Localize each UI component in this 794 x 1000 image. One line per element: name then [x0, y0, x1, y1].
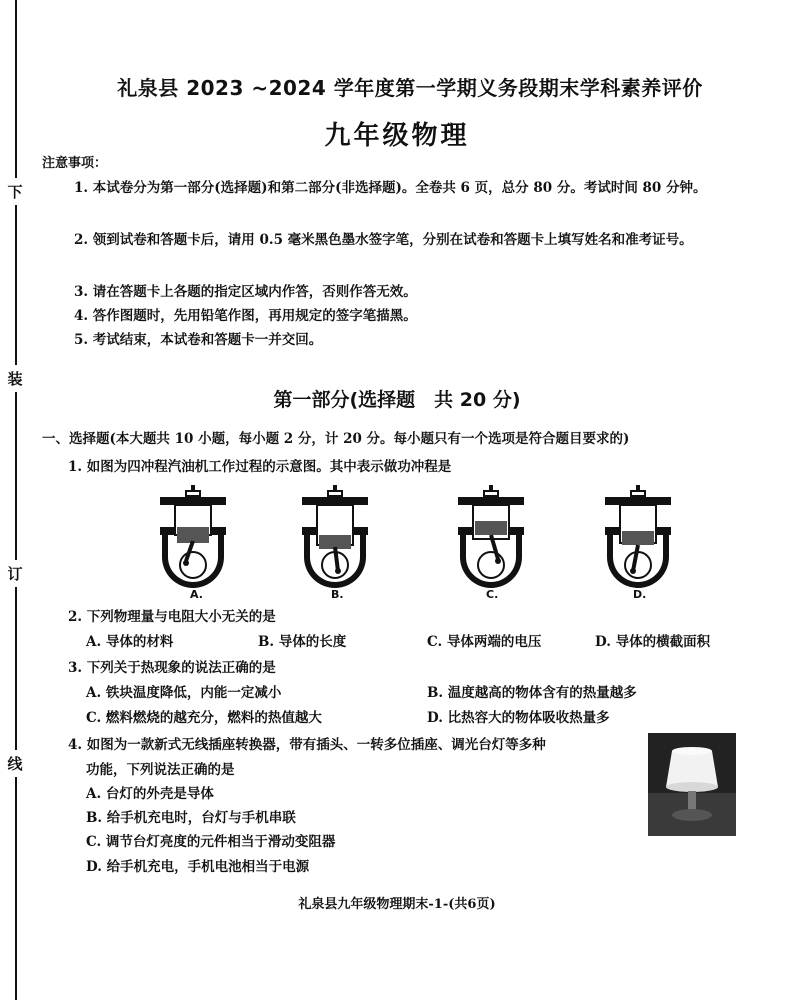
q4-stem-line1: 4. 如图为一款新式无线插座转换器，带有插头、一转多位插座、调光台灯等多种: [68, 737, 546, 753]
q1-label-a: A.: [190, 588, 203, 601]
notice-item-3: 3. 请在答题卡上各题的指定区域内作答，否则作答无效。: [74, 284, 417, 300]
q1-stem: 1. 如图为四冲程汽油机工作过程的示意图。其中表示做功冲程是: [68, 459, 452, 475]
binding-char-zhuang: 装: [5, 365, 25, 392]
notice-label: 注意事项：: [42, 156, 108, 171]
q2-option-c: C. 导体两端的电压: [427, 634, 542, 650]
engine-diagram-c: [456, 485, 526, 595]
binding-char-xia: 下: [5, 178, 25, 205]
exam-subtitle: 九年级物理: [324, 121, 470, 151]
q1-label-d: D.: [633, 588, 647, 601]
q3-option-c: C. 燃料燃烧的越充分，燃料的热值越大: [86, 710, 322, 726]
notice-item-5: 5. 考试结束，本试卷和答题卡一并交回。: [74, 332, 323, 348]
lamp-socket-photo: [648, 733, 736, 836]
part1-intro: 一、选择题(本大题共 10 小题，每小题 2 分，计 20 分。每小题只有一个选项是符合题目要求的): [42, 431, 630, 447]
notice-item-4: 4. 答作图题时，先用铅笔作图，再用规定的签字笔描黑。: [74, 308, 417, 324]
q4-option-c: C. 调节台灯亮度的元件相当于滑动变阻器: [86, 834, 336, 850]
page-footer: 礼泉县九年级物理期末-1-(共6页): [298, 897, 496, 912]
binding-char-xian: 线: [5, 750, 25, 777]
q3-option-a: A. 铁块温度降低，内能一定减小: [86, 685, 282, 701]
q4-option-a: A. 台灯的外壳是导体: [86, 786, 214, 802]
q1-label-b: B.: [331, 588, 344, 601]
q2-option-d: D. 导体的横截面积: [595, 634, 711, 650]
q2-stem: 2. 下列物理量与电阻大小无关的是: [68, 609, 276, 625]
q3-stem: 3. 下列关于热现象的说法正确的是: [68, 660, 276, 676]
engine-diagram-a: [158, 485, 228, 595]
q4-stem-line2: 功能，下列说法正确的是: [86, 762, 235, 778]
notice-item-2: 2. 领到试卷和答题卡后，请用 0.5 毫米黑色墨水签字笔，分别在试卷和答题卡上填写姓名和准考证号。: [74, 232, 693, 248]
part1-heading: 第一部分(选择题 共 20 分): [273, 389, 521, 411]
q3-option-d: D. 比热容大的物体吸收热量多: [427, 710, 610, 726]
engine-diagram-d: [603, 485, 673, 595]
q4-option-d: D. 给手机充电，手机电池相当于电源: [86, 859, 310, 875]
binding-char-ding: 订: [5, 560, 25, 587]
engine-diagram-b: [300, 485, 370, 595]
q4-option-b: B. 给手机充电时，台灯与手机串联: [86, 810, 296, 826]
q3-option-b: B. 温度越高的物体含有的热量越多: [427, 685, 637, 701]
q2-option-b: B. 导体的长度: [258, 634, 347, 650]
notice-item-1: 1. 本试卷分为第一部分(选择题)和第二部分(非选择题)。全卷共 6 页，总分 80 分。考试时间 80 分钟。: [74, 180, 707, 196]
q1-label-c: C.: [486, 588, 499, 601]
q2-option-a: A. 导体的材料: [86, 634, 174, 650]
exam-title: 礼泉县 2023 ~2024 学年度第一学期义务段期末学科素养评价: [117, 76, 703, 100]
